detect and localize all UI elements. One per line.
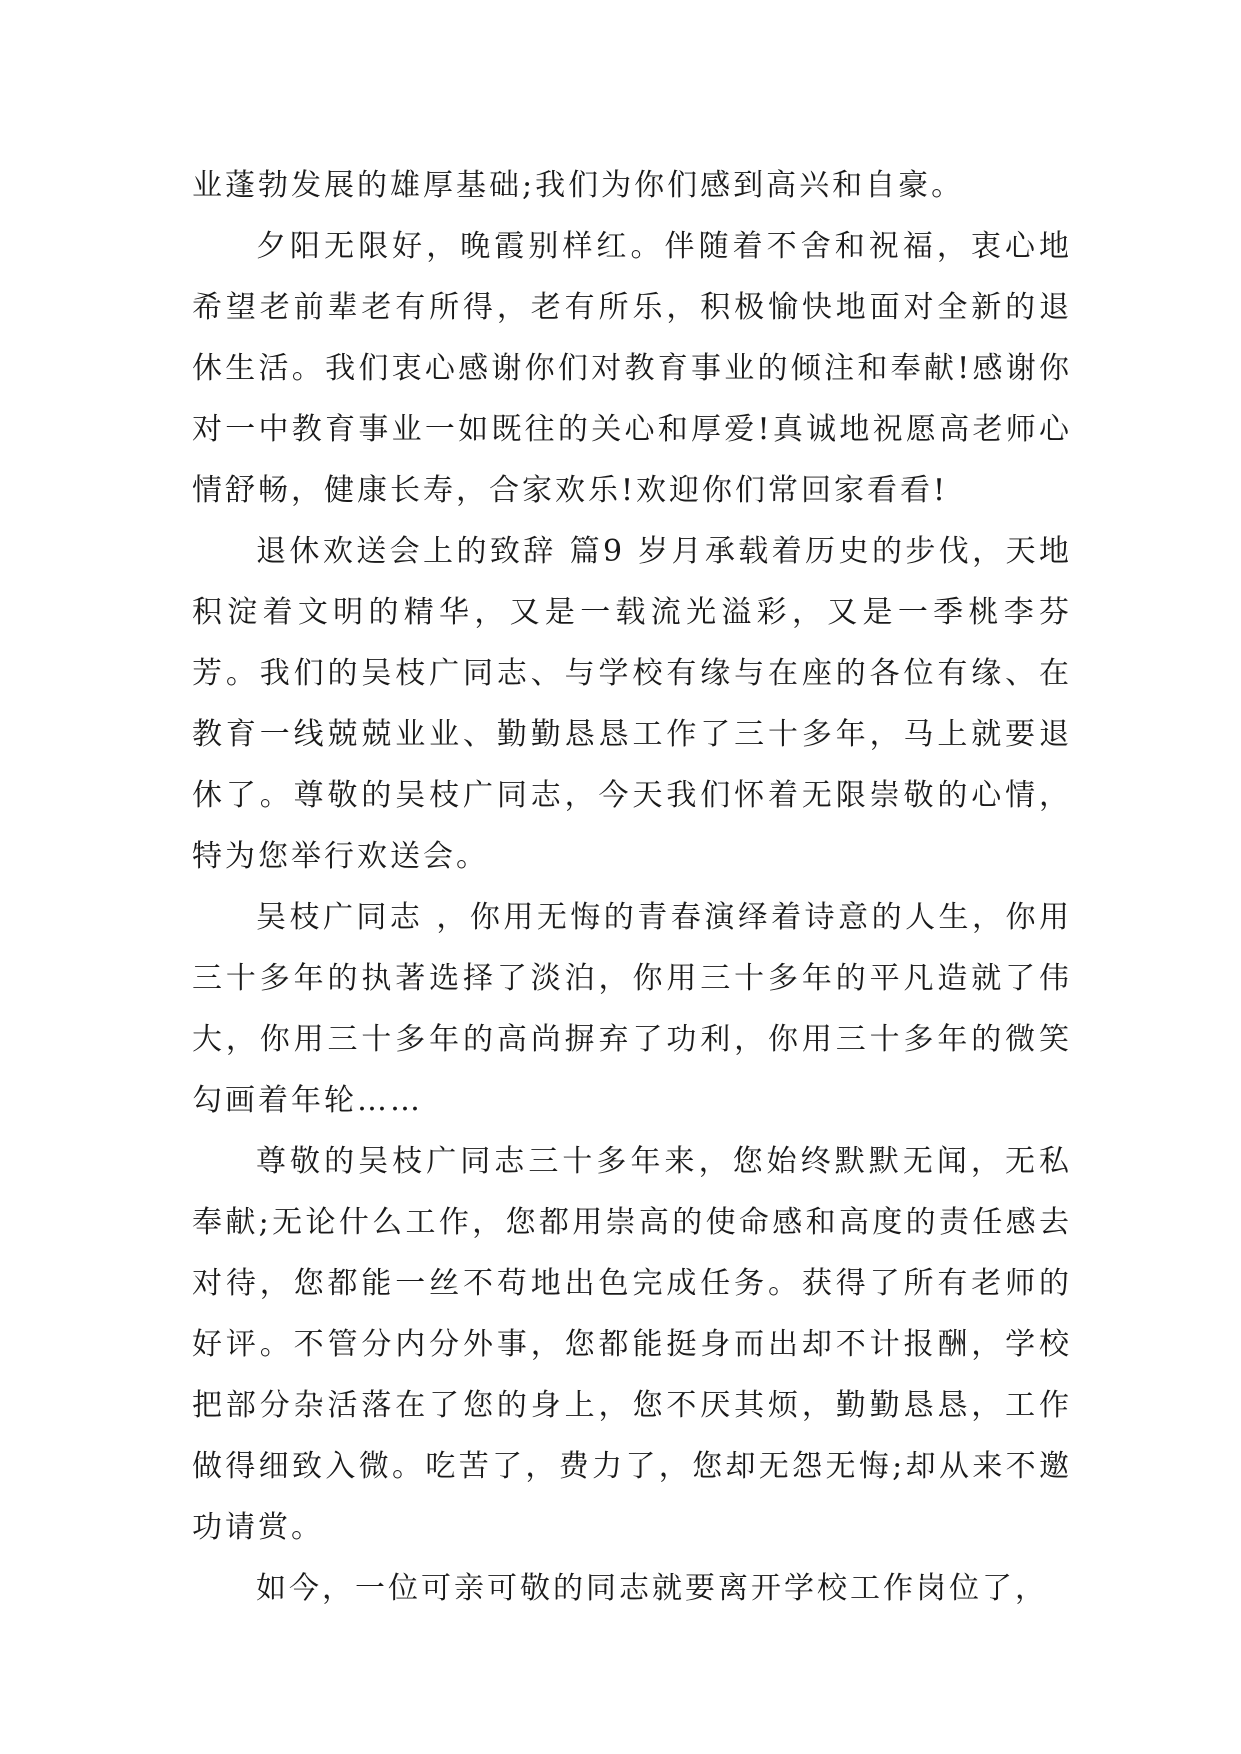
paragraph-departure: 如今，一位可亲可敬的同志就要离开学校工作岗位了， (256, 1571, 1048, 1606)
body-text (192, 155, 1072, 1619)
paragraph-praise: 吴枝广同志 ，你用无悔的青春演绎着诗意的人生，你用三十多年的执著选择了淡泊，你用三十多年的平凡造就了伟大，你用三十多年的高尚摒弃了功利，你用三十多年的微笑勾画着年轮…… (192, 900, 1072, 1118)
paragraph-continuation: 业蓬勃发展的雄厚基础;我们为你们感到高兴和自豪。 (192, 168, 965, 203)
paragraph-dedication: 尊敬的吴枝广同志三十多年来，您始终默默无闻，无私奉献;无论什么工作，您都用崇高的使命感和高度的责任感去对待，您都能一丝不苟地出色完成任务。获得了所有老师的好评。不管分内分外事，您都能挺身而出却不计报酬，学校把部分杂活落在了您的身上，您不厌其烦，勤勤恳恳，工作做得细致入微。吃苦了，费力了，您却无怨无悔;却从来不邀功请赏。 (192, 1144, 1072, 1545)
paragraph-farewell-wishes: 夕阳无限好，晚霞别样红。伴随着不舍和祝福，衷心地希望老前辈老有所得，老有所乐，积极愉快地面对全新的退休生活。我们衷心感谢你们对教育事业的倾注和奉献!感谢你对一中教育事业一如既往的关心和厚爱!真诚地祝愿高老师心情舒畅，健康长寿，合家欢乐!欢迎你们常回家看看! (192, 229, 1072, 508)
paragraph-speech-9-intro: 退休欢送会上的致辞 篇9 岁月承载着历史的步伐，天地积淀着文明的精华，又是一载流光溢彩，又是一季桃李芬芳。我们的吴枝广同志、与学校有缘与在座的各位有缘、在教育一线兢兢业业、勤勤恳恳工作了三十多年，马上就要退休了。尊敬的吴枝广同志，今天我们怀着无限崇敬的心情，特为您举行欢送会。 (192, 534, 1072, 874)
